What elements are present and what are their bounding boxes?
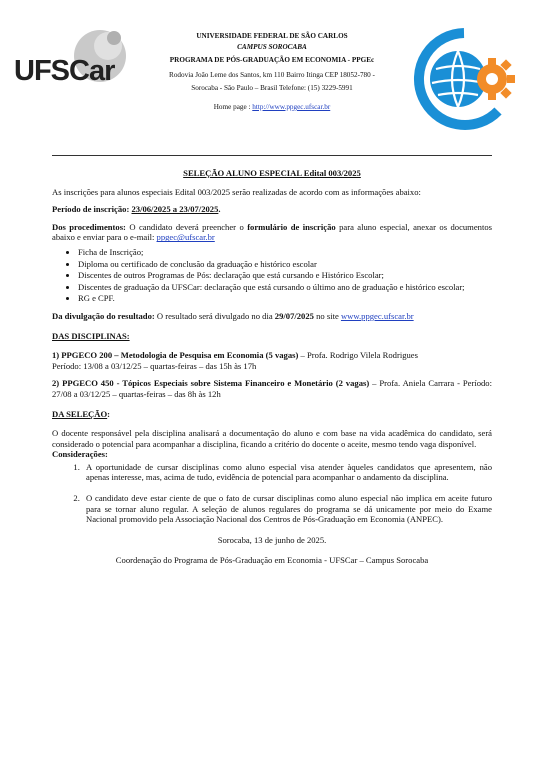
date-line: Sorocaba, 13 de junho de 2025. [217, 534, 327, 545]
header-info [138, 31, 406, 113]
university-name: UNIVERSIDADE FEDERAL DE SÃO CARLOS [196, 32, 348, 40]
period-paragraph: Período de inscrição: 23/06/2025 a 23/07/2025. [52, 204, 221, 215]
result-label: Da divulgação do resultado: [52, 310, 155, 321]
ufscar-logo [10, 28, 130, 98]
letterhead [0, 0, 543, 150]
discipline-1-title: 1) PPGECO 200 – Metodologia de Pesquisa em Economia (5 vagas) [52, 350, 299, 361]
homepage-label: Home page : [213, 103, 251, 111]
list-item: • Ficha de Inscrição; [78, 247, 492, 258]
result-site-link[interactable]: www.ppgec.ufscar.br [340, 310, 414, 321]
considerations-list [52, 462, 492, 525]
homepage-line [138, 102, 406, 113]
documents-list [52, 247, 492, 304]
list-item: • Discentes de outros Programas de Pós: declaração que está cursando e Histórico Escolar; [78, 270, 492, 281]
discipline-1-period: Período: 13/08 a 03/12/25 – quartas-feiras – das 15h às 17h [52, 360, 257, 371]
email-link[interactable]: ppgec@ufscar.br [156, 232, 215, 243]
address-line-1: Rodovia João Leme dos Santos, km 110 Bairro Itinga CEP 18052-780 - [169, 71, 375, 79]
header-divider [52, 155, 492, 156]
homepage-link[interactable]: http://www.ppgec.ufscar.br [252, 103, 331, 111]
list-item: • Diploma ou certificado de conclusão da graduação e histórico escolar [78, 259, 492, 270]
list-item: • RG e CPF. [78, 293, 492, 304]
notice-title: SELEÇÃO ALUNO ESPECIAL Edital 003/2025 [183, 168, 361, 178]
result-date: 29/07/2025 [274, 310, 314, 321]
disciplines-heading: DAS DISCIPLINAS: [52, 330, 130, 341]
period-label: Período de inscrição: [52, 204, 130, 215]
address-line-2: Sorocaba - São Paulo – Brasil Telefone: (15) 3229-5991 [191, 84, 353, 92]
form-link[interactable]: formulário de inscrição [247, 221, 336, 232]
discipline-1: 1) PPGECO 200 – Metodologia de Pesquisa em Economia (5 vagas) – Profa. Rodrigo Vilela Rodrigues Período: 13/08 a 03/12/25 – quartas-feiras – das 15h às 17h [52, 350, 418, 371]
discipline-2: 2) PPGECO 450 - Tópicos Especiais sobre Sistema Financeiro e Monetário (2 vagas) – Profa. Aniela Carrara - Período: 27/08 a 03/12/25 – quartas-feiras – das 8h às 12h [52, 378, 492, 399]
result-paragraph: Da divulgação do resultado: O resultado será divulgado no dia 29/07/2025 no site www.ppgec.ufscar.br [52, 310, 414, 321]
discipline-2-title: 2) PPGECO 450 - Tópicos Especiais sobre Sistema Financeiro e Monetário (2 vagas) [52, 378, 370, 389]
list-item: 2. O candidato deve estar ciente de que o fato de cursar disciplinas como aluno especial não implica em aceite futuro para se tornar aluno regular. A seleção de alunos regulares do programa se dá unicamente por meio do Exame Nacional promovido pela Associação Nacional dos Centros de Pós-Graduação em Economia (ANPEC). [82, 493, 492, 525]
list-item: • Discentes de graduação da UFSCar: declaração que está cursando o último ano de graduação e histórico escolar; [78, 282, 492, 293]
procedures-label: Dos procedimentos: [52, 221, 126, 232]
list-item: 1. A oportunidade de cursar disciplinas como aluno especial visa atender àqueles candidatos que apresentem, não apenas interesse, mas, acima de tudo, evidência de potencial para acompanhar o andamento da disciplina. [82, 462, 492, 483]
intro-paragraph: As inscrições para alunos especiais Edital 003/2025 serão realizadas de acordo com as informações abaixo: [52, 186, 421, 197]
ufscar-logo-text: UFSCar [14, 55, 115, 87]
period-value: 23/06/2025 a 23/07/2025 [131, 204, 219, 215]
considerations-label: Considerações: [52, 449, 108, 460]
selection-heading: DA SELEÇÃO: [52, 408, 111, 419]
campus-name: CAMPUS SOROCABA [237, 43, 307, 51]
program-name: PROGRAMA DE PÓS-GRADUAÇÃO EM ECONOMIA - PPGEc [169, 56, 375, 64]
signature-line: Coordenação do Programa de Pós-Graduação em Economia - UFSCar – Campus Sorocaba [115, 555, 429, 566]
notice-body [52, 168, 492, 566]
procedures-paragraph: Dos procedimentos: O candidato deverá preencher o formulário de inscrição para aluno especial, anexar os documentos abaixo e enviar para o e-mail: ppgec@ufscar.br [52, 221, 493, 243]
ppgec-logo [412, 27, 516, 131]
selection-paragraph: O docente responsável pela disciplina analisará a documentação do aluno e com base na vida acadêmica do candidato, será considerado o potencial para acompanhar a disciplina, ficando a critério do docente o aceite, mesmo tendo vaga disponível. [52, 428, 492, 449]
